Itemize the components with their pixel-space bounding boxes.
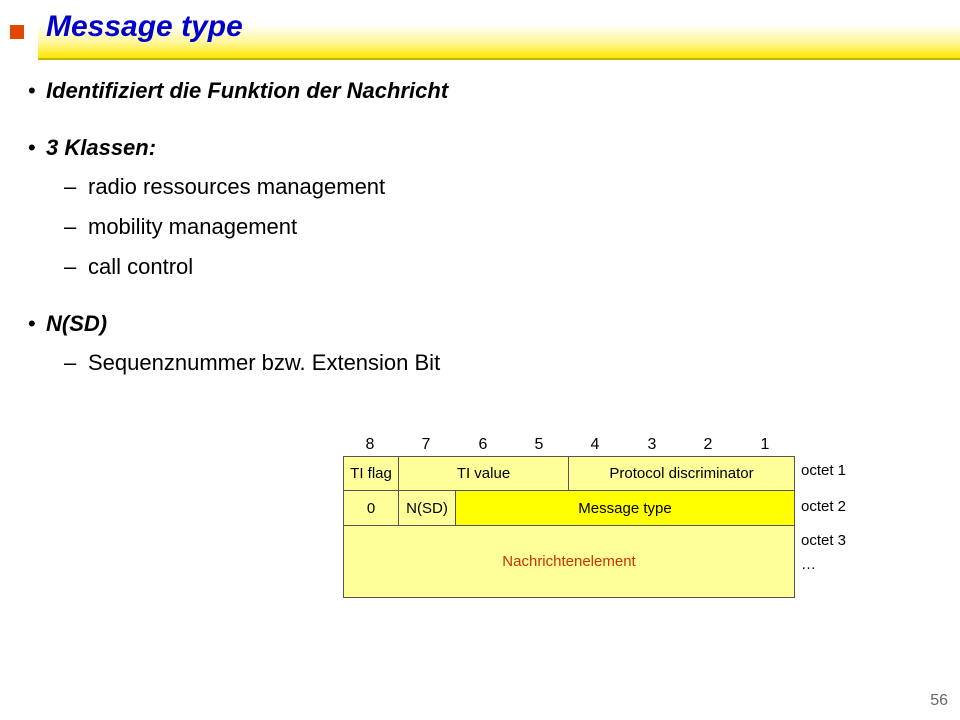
- octet-3-label: octet 3: [801, 532, 847, 549]
- protocol-discriminator-cell: Protocol discriminator: [568, 456, 795, 491]
- bullet-text: Identifiziert die Funktion der Nachricht: [46, 78, 449, 103]
- bullet-text: 3 Klassen:: [46, 135, 157, 160]
- octet-ellipsis-label: …: [801, 556, 816, 573]
- ti-value-cell: TI value: [398, 456, 569, 491]
- bit-header-5: 5: [534, 436, 544, 453]
- bit-header-6: 6: [478, 436, 488, 453]
- message-type-cell: Message type: [455, 490, 795, 526]
- octet-2-label: octet 2: [801, 498, 847, 515]
- bit-header-1: 1: [760, 436, 770, 453]
- nachrichtenelement-cell: Nachrichtenelement: [343, 525, 795, 598]
- dash-icon: –: [64, 254, 77, 279]
- bit-header-7: 7: [421, 436, 431, 453]
- title-square-icon: [10, 25, 24, 39]
- page-number: 56: [930, 692, 948, 709]
- bullet-text: N(SD): [46, 311, 108, 336]
- sub-item-text: radio ressources management: [88, 174, 386, 199]
- octet-1-label: octet 1: [801, 462, 847, 479]
- dash-icon: –: [64, 350, 77, 375]
- zero-bit-cell: 0: [343, 490, 399, 526]
- bit-header-3: 3: [647, 436, 657, 453]
- sub-item-text: mobility management: [88, 214, 298, 239]
- bullet-dot-icon: •: [28, 311, 36, 336]
- sub-item-text: call control: [88, 254, 194, 279]
- nsd-cell: N(SD): [398, 490, 456, 526]
- bit-header-4: 4: [590, 436, 600, 453]
- ti-flag-cell: TI flag: [343, 456, 399, 491]
- bullet-dot-icon: •: [28, 135, 36, 160]
- dash-icon: –: [64, 174, 77, 199]
- dash-icon: –: [64, 214, 77, 239]
- bit-header-2: 2: [703, 436, 713, 453]
- page-title: Message type: [46, 10, 243, 43]
- sub-item-text: Sequenznummer bzw. Extension Bit: [88, 350, 441, 375]
- bit-header-8: 8: [365, 436, 375, 453]
- bullet-dot-icon: •: [28, 78, 36, 103]
